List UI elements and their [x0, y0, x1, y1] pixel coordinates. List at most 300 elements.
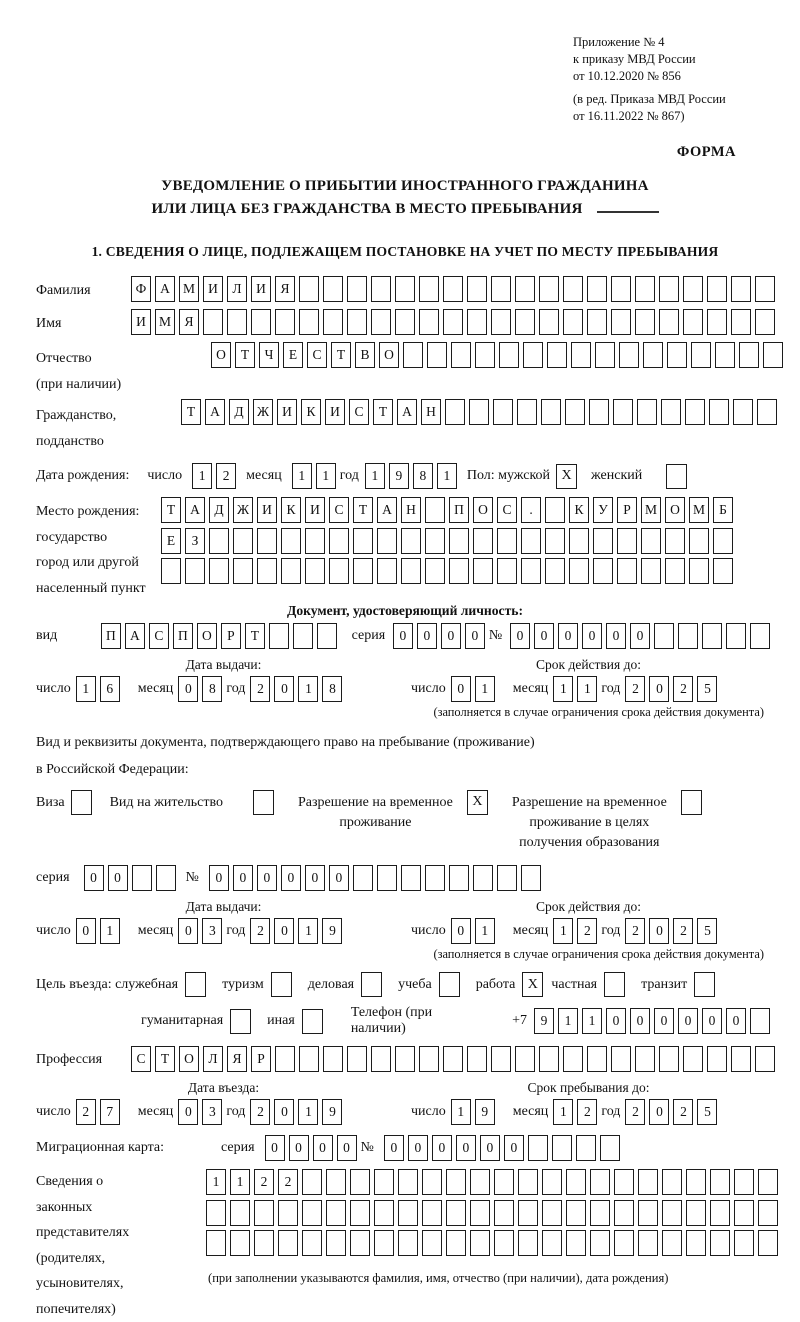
form-cell[interactable]: [713, 558, 733, 584]
form-cell[interactable]: [614, 1230, 634, 1256]
form-cell[interactable]: [449, 558, 469, 584]
form-cell[interactable]: 0: [393, 623, 413, 649]
form-cell[interactable]: И: [251, 276, 271, 302]
form-cell[interactable]: 0: [702, 1008, 722, 1034]
form-cell[interactable]: [347, 309, 367, 335]
form-cell[interactable]: [757, 399, 777, 425]
form-cell[interactable]: 0: [76, 918, 96, 944]
form-cell[interactable]: [571, 342, 591, 368]
form-cell[interactable]: 2: [76, 1099, 96, 1125]
form-cell[interactable]: 0: [606, 1008, 626, 1034]
form-cell[interactable]: И: [131, 309, 151, 335]
form-cell[interactable]: [659, 1046, 679, 1072]
form-cell[interactable]: [493, 399, 513, 425]
form-cell[interactable]: [443, 1046, 463, 1072]
form-cell[interactable]: [541, 399, 561, 425]
form-cell[interactable]: Ф: [131, 276, 151, 302]
form-cell[interactable]: [377, 558, 397, 584]
form-cell[interactable]: 1: [582, 1008, 602, 1034]
form-cell[interactable]: 1: [192, 463, 212, 489]
form-cell[interactable]: 0: [289, 1135, 309, 1161]
form-cell[interactable]: [499, 342, 519, 368]
form-cell[interactable]: [422, 1230, 442, 1256]
form-cell[interactable]: [353, 558, 373, 584]
form-cell[interactable]: А: [125, 623, 145, 649]
form-cell[interactable]: [275, 309, 295, 335]
form-cell[interactable]: [566, 1200, 586, 1226]
form-cell[interactable]: 6: [100, 676, 120, 702]
form-cell[interactable]: Н: [421, 399, 441, 425]
form-cell[interactable]: А: [155, 276, 175, 302]
form-cell[interactable]: [755, 276, 775, 302]
form-cell[interactable]: [395, 1046, 415, 1072]
form-cell[interactable]: [302, 1230, 322, 1256]
form-cell[interactable]: [446, 1200, 466, 1226]
form-cell[interactable]: 8: [413, 463, 433, 489]
form-cell[interactable]: А: [185, 497, 205, 523]
form-cell[interactable]: 0: [178, 676, 198, 702]
form-cell[interactable]: [518, 1230, 538, 1256]
form-cell[interactable]: Т: [353, 497, 373, 523]
form-cell[interactable]: С: [497, 497, 517, 523]
form-cell[interactable]: [281, 528, 301, 554]
form-cell[interactable]: [731, 1046, 751, 1072]
form-cell[interactable]: [643, 342, 663, 368]
form-cell[interactable]: [227, 309, 247, 335]
form-cell[interactable]: [691, 342, 711, 368]
form-cell[interactable]: [323, 1046, 343, 1072]
checkbox-residence-permit[interactable]: [253, 790, 274, 815]
form-cell[interactable]: [161, 558, 181, 584]
form-cell[interactable]: [374, 1230, 394, 1256]
form-cell[interactable]: [377, 865, 397, 891]
form-cell[interactable]: О: [665, 497, 685, 523]
form-cell[interactable]: 1: [316, 463, 336, 489]
form-cell[interactable]: [518, 1200, 538, 1226]
form-cell[interactable]: [446, 1169, 466, 1195]
form-cell[interactable]: И: [257, 497, 277, 523]
form-cell[interactable]: [377, 528, 397, 554]
form-cell[interactable]: З: [185, 528, 205, 554]
form-cell[interactable]: [326, 1230, 346, 1256]
form-cell[interactable]: [710, 1230, 730, 1256]
form-cell[interactable]: [685, 399, 705, 425]
form-cell[interactable]: [323, 309, 343, 335]
form-cell[interactable]: [326, 1200, 346, 1226]
form-cell[interactable]: [683, 309, 703, 335]
form-cell[interactable]: [593, 528, 613, 554]
form-cell[interactable]: 0: [465, 623, 485, 649]
form-cell[interactable]: 1: [298, 676, 318, 702]
form-cell[interactable]: [617, 558, 637, 584]
form-cell[interactable]: [257, 558, 277, 584]
form-cell[interactable]: [398, 1200, 418, 1226]
form-cell[interactable]: 0: [84, 865, 104, 891]
form-cell[interactable]: [569, 528, 589, 554]
form-cell[interactable]: [665, 528, 685, 554]
form-cell[interactable]: [497, 528, 517, 554]
form-cell[interactable]: 0: [504, 1135, 524, 1161]
form-cell[interactable]: [600, 1135, 620, 1161]
form-cell[interactable]: [230, 1230, 250, 1256]
form-cell[interactable]: [566, 1230, 586, 1256]
form-cell[interactable]: 0: [417, 623, 437, 649]
form-cell[interactable]: [233, 528, 253, 554]
form-cell[interactable]: [299, 276, 319, 302]
form-cell[interactable]: 0: [108, 865, 128, 891]
form-cell[interactable]: [593, 558, 613, 584]
form-cell[interactable]: [473, 528, 493, 554]
form-cell[interactable]: [542, 1200, 562, 1226]
form-cell[interactable]: У: [593, 497, 613, 523]
form-cell[interactable]: [763, 342, 783, 368]
form-cell[interactable]: 0: [654, 1008, 674, 1034]
form-cell[interactable]: [662, 1200, 682, 1226]
form-cell[interactable]: 0: [649, 1099, 669, 1125]
form-cell[interactable]: 0: [451, 918, 471, 944]
form-cell[interactable]: [419, 276, 439, 302]
form-cell[interactable]: Ж: [253, 399, 273, 425]
form-cell[interactable]: Т: [155, 1046, 175, 1072]
form-cell[interactable]: 0: [233, 865, 253, 891]
form-cell[interactable]: [353, 865, 373, 891]
form-cell[interactable]: С: [131, 1046, 151, 1072]
form-cell[interactable]: [449, 865, 469, 891]
form-cell[interactable]: 1: [76, 676, 96, 702]
form-cell[interactable]: [491, 1046, 511, 1072]
form-cell[interactable]: [515, 1046, 535, 1072]
checkbox-purpose-transit[interactable]: [694, 972, 715, 997]
form-cell[interactable]: И: [325, 399, 345, 425]
form-cell[interactable]: [545, 558, 565, 584]
form-cell[interactable]: [528, 1135, 548, 1161]
form-cell[interactable]: [515, 309, 535, 335]
form-cell[interactable]: [156, 865, 176, 891]
form-cell[interactable]: [589, 399, 609, 425]
form-cell[interactable]: Е: [283, 342, 303, 368]
form-cell[interactable]: [494, 1200, 514, 1226]
form-cell[interactable]: [758, 1169, 778, 1195]
form-cell[interactable]: [667, 342, 687, 368]
form-cell[interactable]: [401, 528, 421, 554]
form-cell[interactable]: 0: [305, 865, 325, 891]
form-cell[interactable]: [523, 342, 543, 368]
form-cell[interactable]: [689, 528, 709, 554]
form-cell[interactable]: [587, 309, 607, 335]
form-cell[interactable]: [422, 1169, 442, 1195]
form-cell[interactable]: [497, 865, 517, 891]
checkbox-purpose-official[interactable]: [185, 972, 206, 997]
form-cell[interactable]: [347, 276, 367, 302]
form-cell[interactable]: Т: [331, 342, 351, 368]
form-cell[interactable]: 1: [577, 676, 597, 702]
form-cell[interactable]: 0: [257, 865, 277, 891]
form-cell[interactable]: 0: [384, 1135, 404, 1161]
form-cell[interactable]: [371, 276, 391, 302]
form-cell[interactable]: [449, 528, 469, 554]
form-cell[interactable]: 2: [250, 918, 270, 944]
form-cell[interactable]: С: [349, 399, 369, 425]
form-cell[interactable]: П: [173, 623, 193, 649]
form-cell[interactable]: [617, 528, 637, 554]
form-cell[interactable]: [422, 1200, 442, 1226]
form-cell[interactable]: [565, 399, 585, 425]
form-cell[interactable]: [293, 623, 313, 649]
form-cell[interactable]: [619, 342, 639, 368]
form-cell[interactable]: [739, 342, 759, 368]
form-cell[interactable]: [209, 558, 229, 584]
form-cell[interactable]: [661, 399, 681, 425]
form-cell[interactable]: 1: [100, 918, 120, 944]
form-cell[interactable]: Я: [275, 276, 295, 302]
form-cell[interactable]: С: [307, 342, 327, 368]
form-cell[interactable]: С: [149, 623, 169, 649]
form-cell[interactable]: Р: [617, 497, 637, 523]
form-cell[interactable]: 1: [451, 1099, 471, 1125]
form-cell[interactable]: [350, 1230, 370, 1256]
form-cell[interactable]: [473, 865, 493, 891]
form-cell[interactable]: [443, 276, 463, 302]
form-cell[interactable]: [638, 1200, 658, 1226]
form-cell[interactable]: [665, 558, 685, 584]
form-cell[interactable]: О: [211, 342, 231, 368]
form-cell[interactable]: Р: [251, 1046, 271, 1072]
form-cell[interactable]: [427, 342, 447, 368]
form-cell[interactable]: [707, 1046, 727, 1072]
form-cell[interactable]: 0: [480, 1135, 500, 1161]
form-cell[interactable]: [470, 1169, 490, 1195]
form-cell[interactable]: Р: [221, 623, 241, 649]
form-cell[interactable]: [641, 558, 661, 584]
form-cell[interactable]: [710, 1169, 730, 1195]
form-cell[interactable]: [491, 309, 511, 335]
form-cell[interactable]: [702, 623, 722, 649]
form-cell[interactable]: Я: [227, 1046, 247, 1072]
form-cell[interactable]: 1: [475, 676, 495, 702]
form-cell[interactable]: [443, 309, 463, 335]
form-cell[interactable]: И: [203, 276, 223, 302]
form-cell[interactable]: [251, 309, 271, 335]
form-cell[interactable]: [542, 1169, 562, 1195]
form-cell[interactable]: 2: [254, 1169, 274, 1195]
form-cell[interactable]: [733, 399, 753, 425]
form-cell[interactable]: 0: [649, 918, 669, 944]
form-cell[interactable]: [659, 276, 679, 302]
form-cell[interactable]: М: [641, 497, 661, 523]
form-cell[interactable]: М: [689, 497, 709, 523]
form-cell[interactable]: 0: [630, 1008, 650, 1034]
form-cell[interactable]: [659, 309, 679, 335]
form-cell[interactable]: [317, 623, 337, 649]
form-cell[interactable]: К: [281, 497, 301, 523]
form-cell[interactable]: [611, 309, 631, 335]
form-cell[interactable]: [635, 276, 655, 302]
form-cell[interactable]: [329, 528, 349, 554]
form-cell[interactable]: [425, 528, 445, 554]
form-cell[interactable]: [539, 1046, 559, 1072]
form-cell[interactable]: [734, 1230, 754, 1256]
form-cell[interactable]: [281, 558, 301, 584]
form-cell[interactable]: 1: [558, 1008, 578, 1034]
form-cell[interactable]: Д: [209, 497, 229, 523]
form-cell[interactable]: .: [521, 497, 541, 523]
form-cell[interactable]: [750, 623, 770, 649]
form-cell[interactable]: [518, 1169, 538, 1195]
form-cell[interactable]: И: [305, 497, 325, 523]
form-cell[interactable]: [563, 309, 583, 335]
form-cell[interactable]: 2: [250, 1099, 270, 1125]
form-cell[interactable]: [395, 309, 415, 335]
form-cell[interactable]: [278, 1230, 298, 1256]
checkbox-sex-male[interactable]: X: [556, 464, 577, 489]
form-cell[interactable]: 0: [274, 1099, 294, 1125]
form-cell[interactable]: [206, 1200, 226, 1226]
form-cell[interactable]: [419, 309, 439, 335]
checkbox-purpose-business[interactable]: [361, 972, 382, 997]
form-cell[interactable]: [467, 1046, 487, 1072]
form-cell[interactable]: [401, 865, 421, 891]
form-cell[interactable]: [329, 558, 349, 584]
form-cell[interactable]: 2: [577, 918, 597, 944]
checkbox-purpose-tourism[interactable]: [271, 972, 292, 997]
form-cell[interactable]: [254, 1200, 274, 1226]
form-cell[interactable]: 0: [281, 865, 301, 891]
form-cell[interactable]: [475, 342, 495, 368]
form-cell[interactable]: 0: [630, 623, 650, 649]
form-cell[interactable]: [613, 399, 633, 425]
form-cell[interactable]: [710, 1200, 730, 1226]
form-cell[interactable]: [302, 1200, 322, 1226]
form-cell[interactable]: [715, 342, 735, 368]
form-cell[interactable]: [726, 623, 746, 649]
form-cell[interactable]: [614, 1169, 634, 1195]
form-cell[interactable]: 0: [606, 623, 626, 649]
form-cell[interactable]: 8: [322, 676, 342, 702]
form-cell[interactable]: [587, 1046, 607, 1072]
form-cell[interactable]: [707, 276, 727, 302]
form-cell[interactable]: [473, 558, 493, 584]
form-cell[interactable]: 2: [625, 1099, 645, 1125]
form-cell[interactable]: [545, 497, 565, 523]
form-cell[interactable]: 2: [673, 918, 693, 944]
form-cell[interactable]: С: [329, 497, 349, 523]
form-cell[interactable]: [269, 623, 289, 649]
form-cell[interactable]: Л: [227, 276, 247, 302]
form-cell[interactable]: 0: [534, 623, 554, 649]
form-cell[interactable]: О: [197, 623, 217, 649]
form-cell[interactable]: [707, 309, 727, 335]
checkbox-visa[interactable]: [71, 790, 92, 815]
form-cell[interactable]: [425, 558, 445, 584]
form-cell[interactable]: [350, 1200, 370, 1226]
form-cell[interactable]: Е: [161, 528, 181, 554]
form-cell[interactable]: [563, 276, 583, 302]
checkbox-purpose-study[interactable]: [439, 972, 460, 997]
form-cell[interactable]: П: [101, 623, 121, 649]
form-cell[interactable]: [132, 865, 152, 891]
form-cell[interactable]: [446, 1230, 466, 1256]
form-cell[interactable]: [654, 623, 674, 649]
form-cell[interactable]: [569, 558, 589, 584]
form-cell[interactable]: 1: [475, 918, 495, 944]
form-cell[interactable]: 8: [202, 676, 222, 702]
form-cell[interactable]: [590, 1200, 610, 1226]
form-cell[interactable]: 1: [437, 463, 457, 489]
form-cell[interactable]: [662, 1169, 682, 1195]
form-cell[interactable]: Б: [713, 497, 733, 523]
form-cell[interactable]: [275, 1046, 295, 1072]
form-cell[interactable]: [371, 1046, 391, 1072]
form-cell[interactable]: 1: [206, 1169, 226, 1195]
form-cell[interactable]: 5: [697, 918, 717, 944]
form-cell[interactable]: 0: [456, 1135, 476, 1161]
form-cell[interactable]: 2: [216, 463, 236, 489]
form-cell[interactable]: 0: [329, 865, 349, 891]
form-cell[interactable]: [185, 558, 205, 584]
form-cell[interactable]: [539, 276, 559, 302]
form-cell[interactable]: В: [355, 342, 375, 368]
form-cell[interactable]: [709, 399, 729, 425]
checkbox-purpose-other[interactable]: [302, 1009, 323, 1034]
form-cell[interactable]: К: [301, 399, 321, 425]
form-cell[interactable]: 9: [389, 463, 409, 489]
form-cell[interactable]: 0: [558, 623, 578, 649]
form-cell[interactable]: А: [377, 497, 397, 523]
form-cell[interactable]: [299, 1046, 319, 1072]
checkbox-temp-residence[interactable]: X: [467, 790, 488, 815]
form-cell[interactable]: [278, 1200, 298, 1226]
form-cell[interactable]: [566, 1169, 586, 1195]
form-cell[interactable]: [494, 1169, 514, 1195]
form-cell[interactable]: 7: [100, 1099, 120, 1125]
form-cell[interactable]: 1: [292, 463, 312, 489]
form-cell[interactable]: 0: [582, 623, 602, 649]
form-cell[interactable]: 1: [298, 918, 318, 944]
form-cell[interactable]: [637, 399, 657, 425]
form-cell[interactable]: [590, 1169, 610, 1195]
form-cell[interactable]: [491, 276, 511, 302]
form-cell[interactable]: [611, 276, 631, 302]
form-cell[interactable]: Т: [245, 623, 265, 649]
form-cell[interactable]: М: [179, 276, 199, 302]
form-cell[interactable]: [470, 1230, 490, 1256]
form-cell[interactable]: [350, 1169, 370, 1195]
form-cell[interactable]: 0: [313, 1135, 333, 1161]
form-cell[interactable]: [451, 342, 471, 368]
form-cell[interactable]: [254, 1230, 274, 1256]
form-cell[interactable]: [542, 1230, 562, 1256]
form-cell[interactable]: Ч: [259, 342, 279, 368]
form-cell[interactable]: [371, 309, 391, 335]
form-cell[interactable]: [305, 528, 325, 554]
form-cell[interactable]: 0: [510, 623, 530, 649]
form-cell[interactable]: 3: [202, 1099, 222, 1125]
form-cell[interactable]: [497, 558, 517, 584]
form-cell[interactable]: 2: [250, 676, 270, 702]
checkbox-purpose-work[interactable]: X: [522, 972, 543, 997]
form-cell[interactable]: Т: [161, 497, 181, 523]
form-cell[interactable]: [398, 1230, 418, 1256]
form-cell[interactable]: [686, 1230, 706, 1256]
form-cell[interactable]: [347, 1046, 367, 1072]
form-cell[interactable]: 0: [678, 1008, 698, 1034]
form-cell[interactable]: П: [449, 497, 469, 523]
form-cell[interactable]: 1: [230, 1169, 250, 1195]
form-cell[interactable]: А: [205, 399, 225, 425]
form-cell[interactable]: Ж: [233, 497, 253, 523]
form-cell[interactable]: 0: [274, 676, 294, 702]
form-cell[interactable]: [299, 309, 319, 335]
